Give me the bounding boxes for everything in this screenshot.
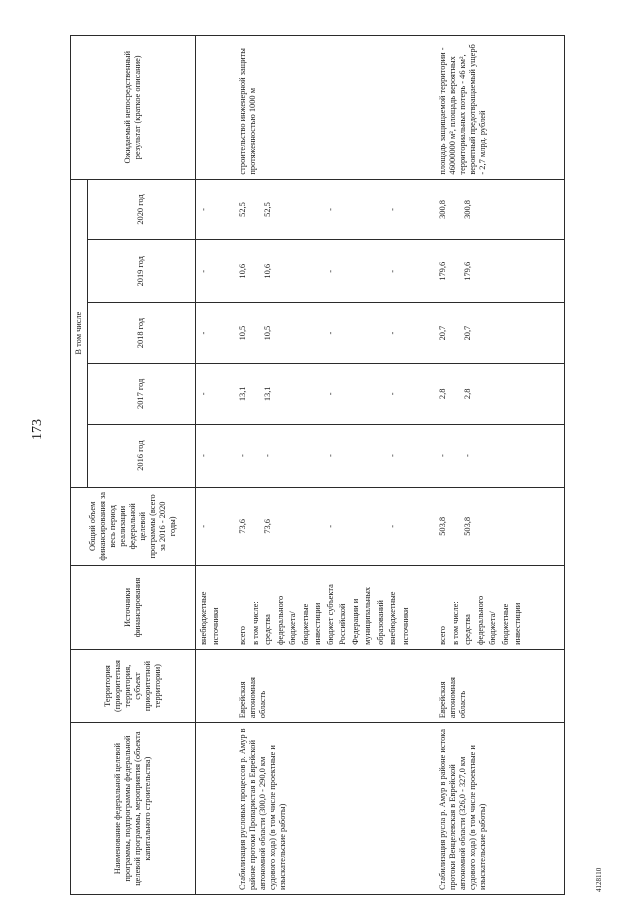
cell-line (363, 429, 376, 483)
header-2018: 2018 год (87, 303, 195, 364)
cell-line (401, 368, 414, 420)
cell-line: 73,6 (238, 519, 248, 534)
value-2020-cell (435, 179, 564, 240)
value-2017-cell (435, 363, 564, 424)
cell-line: - (388, 454, 398, 458)
cell-line (501, 244, 514, 298)
cell-line: 10,5 (238, 325, 248, 341)
cell-line (276, 429, 289, 483)
cell-line: в том числе: (250, 601, 260, 645)
cell-line: - (388, 524, 398, 528)
cell-line (363, 184, 376, 236)
cell-line: 10,6 (238, 263, 248, 279)
header-territory: Территория (приоритетная территория, субъект приоритетной территории) (71, 649, 196, 722)
cell-line (251, 429, 264, 483)
cell-line (313, 492, 326, 562)
cell-line (301, 307, 314, 359)
cell-line (501, 429, 514, 483)
financing-table (70, 35, 565, 895)
cell-line: инвестиции (313, 602, 323, 645)
header-2016: 2016 год (87, 424, 195, 487)
cell-line (501, 492, 514, 562)
value-2020-cell (195, 179, 235, 240)
cell-line: Российской (338, 603, 348, 645)
cell-line: бюджета/ (288, 611, 298, 645)
cell-line: источники (400, 607, 410, 645)
table-row (435, 36, 564, 895)
cell-line (276, 307, 289, 359)
cell-line (401, 244, 414, 298)
cell-line: 503,8 (438, 516, 448, 536)
cell-line (513, 368, 526, 420)
header-2020: 2020 год (87, 179, 195, 240)
cell-line: 20,7 (438, 325, 448, 341)
row-name-cell (195, 723, 235, 895)
cell-line (476, 184, 489, 236)
cell-line: - (198, 454, 208, 458)
page-number: 173 (30, 419, 45, 440)
row-territory-cell (195, 649, 235, 722)
cell-line (363, 492, 376, 562)
cell-line (401, 184, 414, 236)
cell-line (451, 244, 464, 298)
cell-line: 300,8 (463, 200, 473, 219)
cell-line (276, 492, 289, 562)
header-including: В том числе (71, 179, 88, 487)
cell-line: 73,6 (263, 519, 273, 534)
cell-line: бюджетные (300, 603, 310, 645)
cell-line (301, 429, 314, 483)
cell-line (376, 368, 389, 420)
cell-line (276, 368, 289, 420)
cell-line (401, 307, 414, 359)
cell-line: всего (438, 626, 448, 645)
cell-line (488, 492, 501, 562)
cell-line (501, 368, 514, 420)
cell-line (338, 492, 351, 562)
cell-line: инвестиции (513, 602, 523, 645)
cell-line (313, 368, 326, 420)
row-sources-cell (235, 566, 435, 650)
cell-line (401, 429, 414, 483)
cell-line: бюджета/ (488, 611, 498, 645)
cell-line (451, 307, 464, 359)
cell-line: средства (263, 614, 273, 645)
row-result-cell (195, 36, 235, 180)
cell-line (211, 368, 224, 420)
cell-line: Федерации и (350, 598, 360, 645)
cell-line (476, 492, 489, 562)
value-2019-cell (195, 240, 235, 303)
cell-line (363, 368, 376, 420)
cell-line (513, 492, 526, 562)
cell-line (211, 184, 224, 236)
header-2019: 2019 год (87, 240, 195, 303)
cell-line (376, 244, 389, 298)
table-row (235, 36, 435, 895)
cell-line: - (198, 331, 208, 335)
cell-line (276, 244, 289, 298)
cell-line (288, 307, 301, 359)
value-2016-cell (435, 424, 564, 487)
cell-line: - (438, 454, 448, 458)
rotated-table-area (70, 35, 565, 895)
cell-line: - (388, 208, 398, 211)
cell-line: - (325, 208, 335, 211)
cell-line (313, 244, 326, 298)
document-code: 4128110 (595, 867, 603, 892)
cell-line (251, 492, 264, 562)
cell-line: федерального (475, 595, 485, 645)
cell-line: 2,8 (463, 388, 473, 400)
cell-line (488, 184, 501, 236)
cell-line (351, 492, 364, 562)
cell-line (338, 307, 351, 359)
cell-line (301, 492, 314, 562)
cell-line: 52,5 (238, 202, 248, 217)
cell-line: образований (375, 600, 385, 645)
cell-line (288, 368, 301, 420)
cell-line (276, 184, 289, 236)
cell-line (488, 244, 501, 298)
cell-line: - (325, 269, 335, 273)
cell-line (338, 429, 351, 483)
cell-line: - (388, 392, 398, 396)
cell-line (513, 244, 526, 298)
cell-line: внебюджетные (198, 591, 208, 645)
table-row (195, 36, 235, 895)
cell-line (351, 307, 364, 359)
cell-line (488, 429, 501, 483)
cell-line (451, 492, 464, 562)
cell-line (351, 429, 364, 483)
cell-line (313, 184, 326, 236)
cell-line (338, 368, 351, 420)
cell-line: 179,6 (463, 261, 473, 281)
header-total: Общий объем финансирования за весь период реализации федеральной целевой программы (всего за 2016 - 2020 годы) (71, 487, 196, 566)
header-name: Наименование федеральной целевой программы, подпрограммы федеральной целевой программы, мероприятия (объекта капитального строительства) (71, 723, 196, 895)
cell-line: - (325, 331, 335, 335)
total-value-cell (435, 487, 564, 566)
cell-line (451, 429, 464, 483)
cell-line (211, 307, 224, 359)
cell-line (476, 368, 489, 420)
cell-line: 52,5 (263, 202, 273, 217)
cell-line (376, 492, 389, 562)
cell-line (288, 429, 301, 483)
row-territory-cell: Еврейская автономная область (235, 649, 435, 722)
cell-line (251, 244, 264, 298)
cell-line: - (198, 524, 208, 528)
cell-line: - (325, 524, 335, 528)
cell-line: бюджетные (500, 603, 510, 645)
value-2017-cell (235, 363, 435, 424)
value-2016-cell (235, 424, 435, 487)
cell-line: - (198, 269, 208, 273)
cell-line: - (198, 208, 208, 211)
cell-line (401, 492, 414, 562)
cell-line (363, 244, 376, 298)
header-result: Ожидаемый непосредственный результат (краткое описание) (71, 36, 196, 180)
value-2019-cell (235, 240, 435, 303)
cell-line: - (198, 392, 208, 396)
cell-line: 2,8 (438, 388, 448, 400)
cell-line: источники (211, 607, 221, 645)
cell-line: муниципальных (363, 586, 373, 645)
value-2020-cell (235, 179, 435, 240)
cell-line: - (388, 269, 398, 273)
row-territory-cell: Еврейская автономная область (435, 649, 564, 722)
cell-line (376, 307, 389, 359)
value-2016-cell (195, 424, 235, 487)
cell-line: 300,8 (438, 200, 448, 219)
cell-line (488, 307, 501, 359)
cell-line (288, 184, 301, 236)
cell-line (376, 429, 389, 483)
cell-line (501, 184, 514, 236)
cell-line (301, 368, 314, 420)
cell-line: 20,7 (463, 325, 473, 341)
row-name-cell: Стабилизация русловых процессов р. Амур в районе протоки Пропаристая в Еврейской автономной области (300,0 - 290,0 км судового хода) (в том числе проектные и изыскательские работы) (235, 723, 435, 895)
cell-line: 503,8 (463, 516, 473, 536)
cell-line (476, 244, 489, 298)
cell-line (251, 184, 264, 236)
cell-line (313, 429, 326, 483)
cell-line: бюджет субъекта (325, 584, 335, 645)
value-2018-cell (435, 303, 564, 364)
row-sources-cell (195, 566, 235, 650)
cell-line (288, 492, 301, 562)
row-result-cell: площадь защищаемой территории - 46000000 м², площадь вероятных территориальных потерь - 46 км², вероятный предотвращаемый ущерб - 2,7 млрд. рублей (435, 36, 564, 180)
cell-line (513, 307, 526, 359)
row-sources-cell (435, 566, 564, 650)
cell-line (251, 307, 264, 359)
cell-line (451, 184, 464, 236)
cell-line: - (388, 331, 398, 335)
cell-line (351, 184, 364, 236)
cell-line (338, 244, 351, 298)
cell-line: в том числе: (450, 601, 460, 645)
cell-line (451, 368, 464, 420)
cell-line: средства (463, 614, 473, 645)
cell-line (301, 184, 314, 236)
cell-line: всего (238, 626, 248, 645)
cell-line (211, 244, 224, 298)
cell-line: 13,1 (263, 386, 273, 402)
header-sources: Источники финансирования (71, 566, 196, 650)
cell-line (288, 244, 301, 298)
cell-line (351, 244, 364, 298)
cell-line (488, 368, 501, 420)
total-value-cell (195, 487, 235, 566)
cell-line (301, 244, 314, 298)
total-value-cell (235, 487, 435, 566)
cell-line (376, 184, 389, 236)
cell-line (476, 307, 489, 359)
cell-line (338, 184, 351, 236)
cell-line: - (325, 454, 335, 458)
cell-line (351, 368, 364, 420)
cell-line (476, 429, 489, 483)
cell-line (501, 307, 514, 359)
cell-line: - (263, 454, 273, 458)
value-2018-cell (195, 303, 235, 364)
cell-line: федерального (275, 595, 285, 645)
cell-line (513, 429, 526, 483)
cell-line: - (238, 454, 248, 458)
cell-line (251, 368, 264, 420)
value-2019-cell (435, 240, 564, 303)
value-2018-cell (235, 303, 435, 364)
cell-line: - (463, 454, 473, 458)
cell-line: 13,1 (238, 386, 248, 402)
header-2017: 2017 год (87, 363, 195, 424)
cell-line: 10,6 (263, 263, 273, 279)
cell-line (211, 429, 224, 483)
row-result-cell: строительство инженерной защиты протяженностью 1000 м (235, 36, 435, 180)
cell-line (513, 184, 526, 236)
cell-line (313, 307, 326, 359)
row-name-cell: Стабилизация русла р. Амур в районе истока протоки Венцелевская в Еврейской автономной области (326,0 - 327,0 км судового хода) (в том числе проектные и изыскательские работы) (435, 723, 564, 895)
cell-line: внебюджетные (388, 591, 398, 645)
value-2017-cell (195, 363, 235, 424)
cell-line: - (325, 392, 335, 396)
cell-line: 179,6 (438, 261, 448, 281)
cell-line: 10,5 (263, 325, 273, 341)
cell-line (363, 307, 376, 359)
cell-line (211, 492, 224, 562)
